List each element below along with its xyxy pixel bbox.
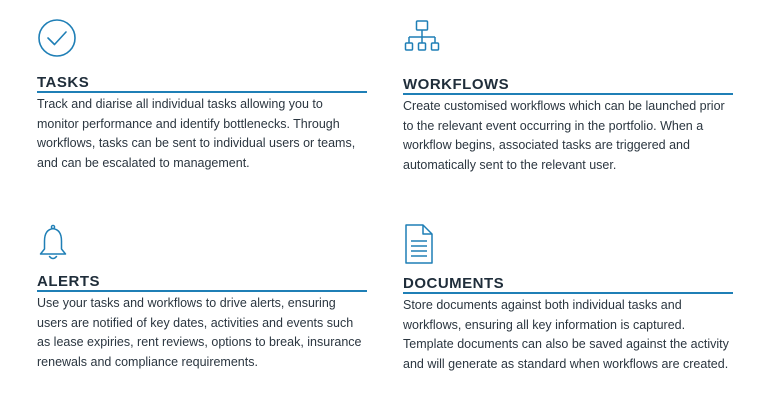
feature-description: Track and diarise all individual tasks allowing you to monitor performance and identify bottlenecks. Through workflows, tasks can be sent to individual users or teams, and can be escalated to management.: [37, 97, 356, 170]
title-divider: [403, 292, 733, 294]
feature-title: WORKFLOWS: [403, 76, 510, 93]
feature-title: DOCUMENTS: [403, 275, 505, 292]
title-divider: [37, 290, 367, 292]
feature-description: Use your tasks and workflows to drive alerts, ensuring users are notified of key dates, activities and events such as lease expiries, rent reviews, options to break, insurance renewals and compliance requirements.: [37, 296, 362, 369]
document-icon: [403, 223, 447, 267]
check-circle-icon: [37, 18, 81, 62]
bell-icon: [37, 223, 81, 267]
title-divider: [403, 93, 733, 95]
feature-description: Store documents against both individual tasks and workflows, ensuring all key information is captured. Template documents can also be saved against the activity and will generate as standard when workflows are created.: [403, 298, 729, 371]
feature-description: Create customised workflows which can be launched prior to the relevant event occurring in the portfolio. When a workflow begins, associated tasks are triggered and automatically sent to the relevant user.: [403, 99, 725, 172]
feature-title: TASKS: [37, 74, 90, 91]
feature-title: ALERTS: [37, 273, 100, 290]
title-divider: [37, 91, 367, 93]
workflow-hierarchy-icon: [403, 18, 447, 62]
